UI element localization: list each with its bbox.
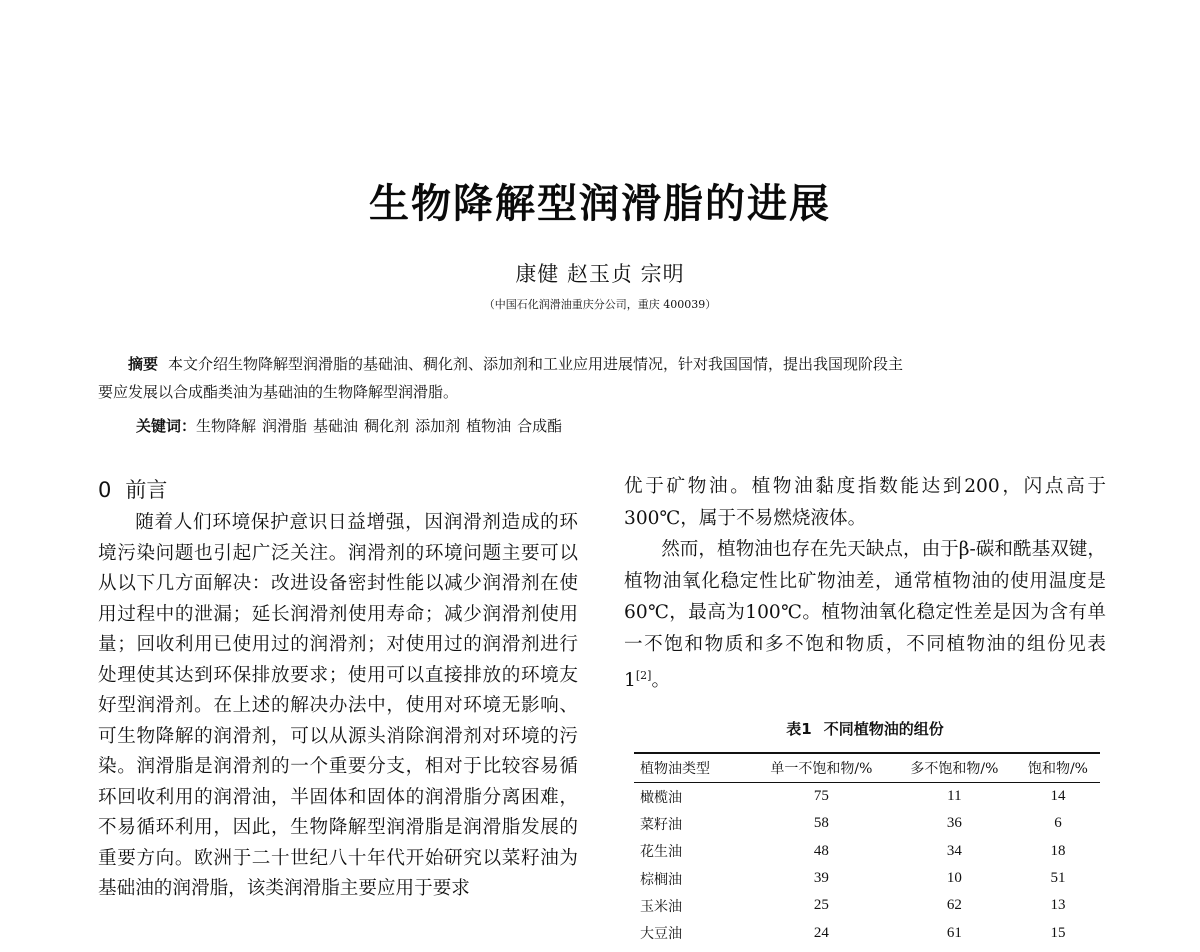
table-row <box>634 783 1100 811</box>
keyword: 润滑脂 <box>262 417 308 435</box>
table-row <box>634 810 1100 837</box>
table-cell: 11 <box>947 788 962 805</box>
table-cell: 菜籽油 <box>640 816 682 833</box>
section-heading <box>98 474 167 504</box>
table-cell: 橄榄油 <box>640 789 682 806</box>
table-cell: 10 <box>946 870 962 887</box>
keyword: 基础油 <box>313 417 359 435</box>
table-cell: 75 <box>813 788 829 805</box>
table-cell: 6 <box>1054 815 1062 832</box>
table-header-cell: 饱和物/% <box>1016 753 1100 783</box>
table-cell: 14 <box>1050 788 1066 805</box>
right-paragraph-2-end: 。 <box>651 670 671 692</box>
table-cell: 棕榈油 <box>640 871 682 888</box>
table-row <box>634 838 1100 865</box>
table-cell: 58 <box>813 815 829 832</box>
keyword: 合成酯 <box>517 417 563 435</box>
table-cell: 36 <box>946 815 962 832</box>
table-header-cell: 单一不饱和物/% <box>750 753 893 783</box>
table-header-cell: 植物油类型 <box>634 753 750 783</box>
paper-title: 生物降解型润滑脂的进展 <box>369 181 831 227</box>
table-cell: 15 <box>1050 924 1066 941</box>
table-caption-text: 不同植物油的组份 <box>823 720 944 738</box>
table-cell: 34 <box>946 842 962 859</box>
right-paragraph-2-text: 然而，植物油也存在先天缺点，由于β-碳和酰基双键，植物油氧化稳定性比矿物油差，通常植物油的使用温度是60℃，最高为100℃。植物油氧化稳定性差是因为含有单一不饱和物质和多不饱和物质，不同植物油的组份见表1 <box>624 539 1106 692</box>
table-header-row <box>634 753 1100 783</box>
table-cell: 大豆油 <box>640 926 682 943</box>
keywords-label: 关键词： <box>136 417 197 435</box>
right-paragraph-2 <box>624 534 1106 697</box>
table-row <box>634 865 1100 892</box>
abstract-label: 摘要 <box>128 355 159 373</box>
table-cell: 51 <box>1050 870 1066 887</box>
table-caption <box>624 718 1106 739</box>
abstract-line-1 <box>98 350 1108 378</box>
section-number: 0 <box>98 478 112 502</box>
table-cell: 花生油 <box>640 844 682 861</box>
table-cell: 61 <box>946 924 962 941</box>
right-column <box>624 471 1106 697</box>
keyword: 稠化剂 <box>364 417 410 435</box>
table-cell: 24 <box>813 924 829 941</box>
table-cell: 39 <box>813 870 829 887</box>
abstract <box>98 350 1108 406</box>
affiliation: （中国石化润滑油重庆分公司，重庆 400039） <box>483 298 717 311</box>
abstract-line-2: 要应发展以合成酯类油为基础油的生物降解型润滑脂。 <box>98 383 459 401</box>
left-column <box>98 508 578 905</box>
table-cell: 18 <box>1050 842 1066 859</box>
abstract-text-1: 本文介绍生物降解型润滑脂的基础油、稠化剂、添加剂和工业应用进展情况，针对我国国情，提出我国现阶段主 <box>168 355 904 373</box>
citation-ref: [2] <box>635 669 652 682</box>
table-cell: 玉米油 <box>640 898 682 915</box>
keyword: 生物降解 <box>196 417 257 435</box>
keyword: 植物油 <box>466 417 512 435</box>
intro-paragraph: 随着人们环境保护意识日益增强，因润滑剂造成的环境污染问题也引起广泛关注。润滑剂的环境问题主要可以从以下几方面解决：改进设备密封性能以减少润滑剂在使用过程中的泄漏；延长润滑剂使用寿命；减少润滑剂使用量；回收利用已使用过的润滑剂；对使用过的润滑剂进行处理使其达到环保排放要求；使用可以直接排放的环境友好型润滑剂。在上述的解决办法中，使用对环境无影响、可生物降解的润滑剂，可以从源头消除润滑剂对环境的污染。润滑脂是润滑剂的一个重要分支，相对于比较容易循环回收利用的润滑油，半固体和固体的润滑脂分离困难，不易循环利用，因此，生物降解型润滑脂是润滑脂发展的重要方向。欧洲于二十世纪八十年代开始研究以菜籽油为基础油的润滑脂，该类润滑脂主要应用于要求 <box>98 512 578 899</box>
table-cell: 13 <box>1050 897 1066 914</box>
keyword: 添加剂 <box>415 417 461 435</box>
oil-composition-table <box>634 752 1100 947</box>
table-cell: 48 <box>813 842 829 859</box>
table-row <box>634 892 1100 919</box>
right-paragraph-1: 优于矿物油。植物油黏度指数能达到200，闪点高于300℃，属于不易燃烧液体。 <box>624 476 1106 529</box>
table-cell: 62 <box>946 897 962 914</box>
author-list: 康健 赵玉贞 宗明 <box>515 262 685 286</box>
table-header-cell: 多不饱和物/% <box>893 753 1016 783</box>
table-cell: 25 <box>813 897 829 914</box>
table-number: 表1 <box>786 720 812 738</box>
section-title: 前言 <box>125 478 168 502</box>
keywords <box>136 412 1116 440</box>
table-row <box>634 919 1100 946</box>
